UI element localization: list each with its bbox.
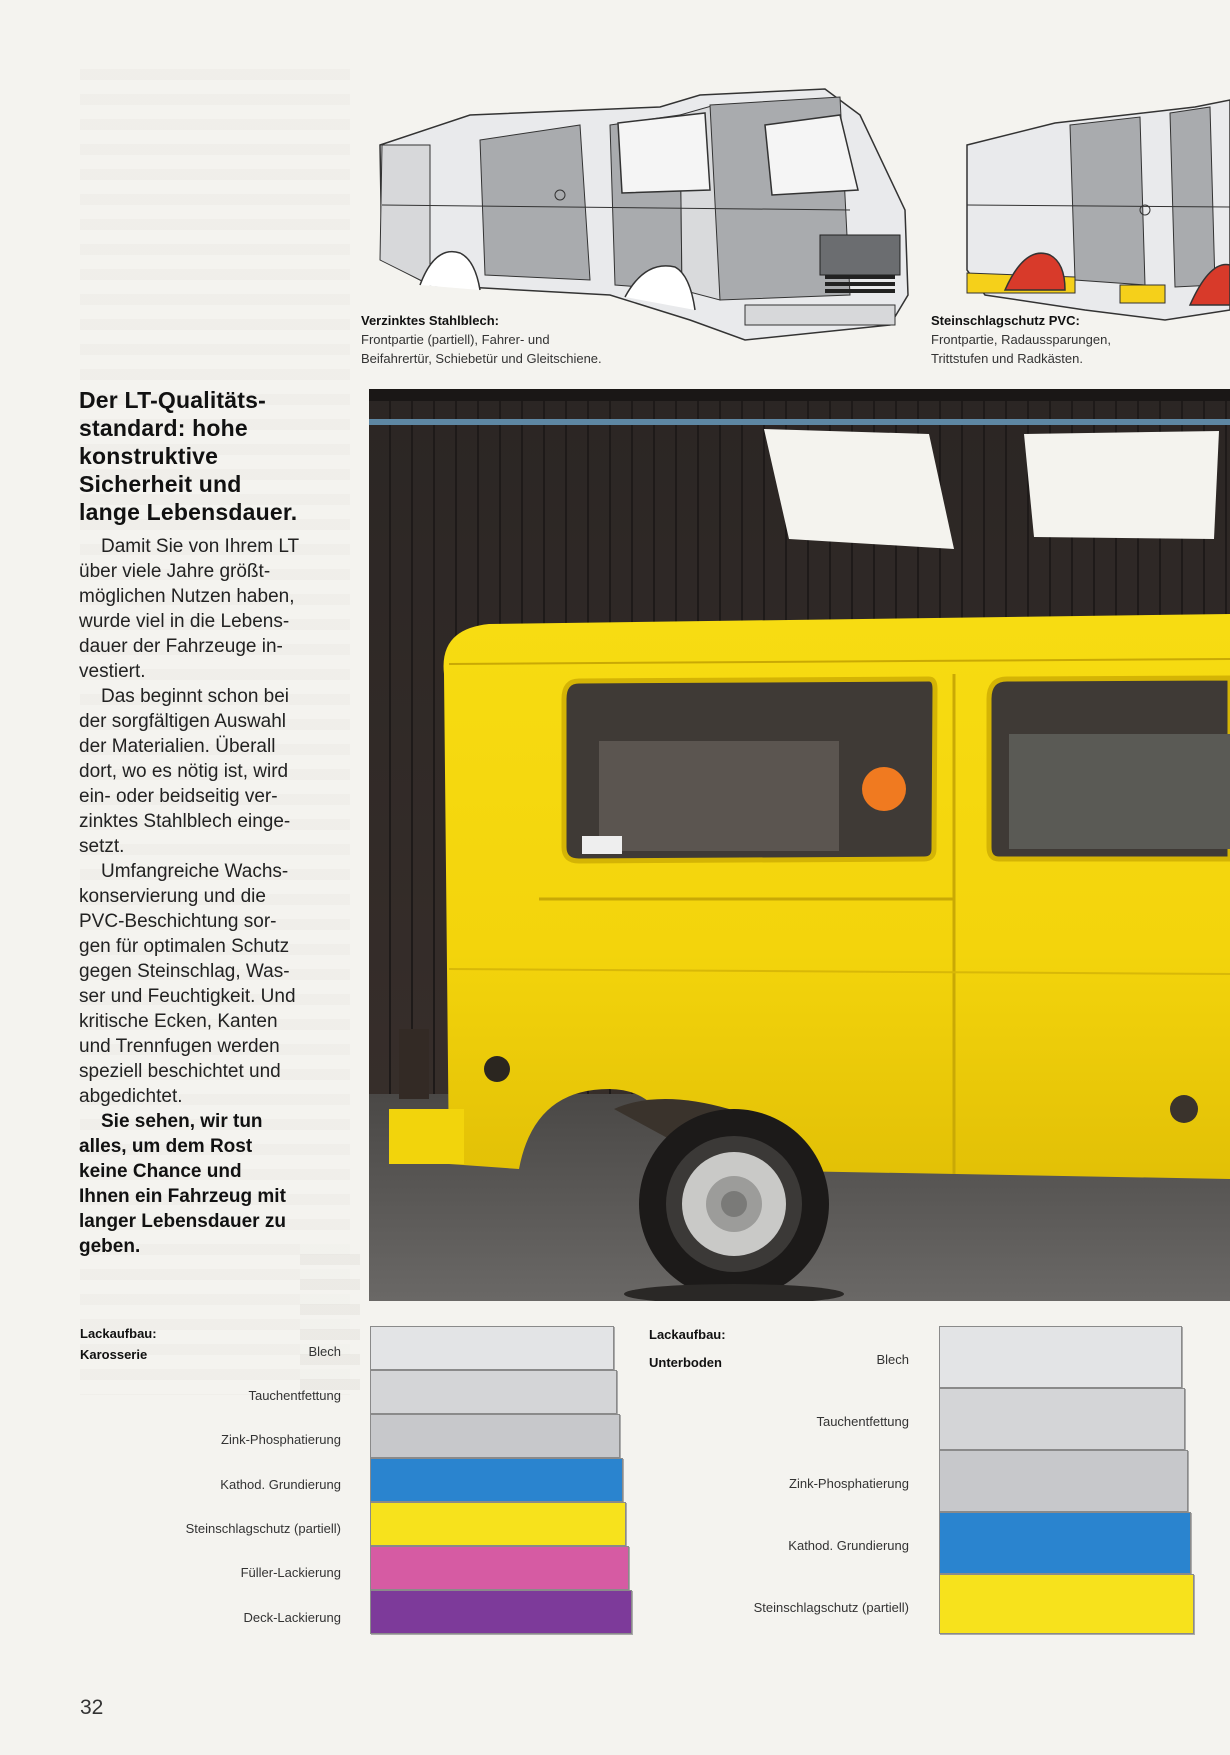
text-line: speziell beschichtet und <box>79 1061 281 1082</box>
caption-title: Steinschlagschutz PVC: <box>931 313 1080 328</box>
caption-line: Frontpartie, Radaussparungen, <box>931 332 1111 347</box>
text-line: konservierung und die <box>79 886 266 907</box>
layer-bar-blech <box>370 1326 614 1370</box>
text-line: setzt. <box>79 836 125 857</box>
text-line: der sorgfältigen Auswahl <box>79 711 287 732</box>
caption-pvc-protection <box>931 311 1111 368</box>
text-line: der Materialien. Überall <box>79 736 276 757</box>
layer-label: Tauchentfettung <box>248 1388 341 1403</box>
text-line: wurde viel in die Lebens- <box>79 611 290 632</box>
layer-label: Steinschlagschutz (partiell) <box>185 1521 341 1536</box>
text-line: dort, wo es nötig ist, wird <box>79 761 289 782</box>
heading-line: standard: hohe <box>79 415 248 441</box>
article-heading <box>79 386 349 526</box>
legend-heading-line: Lackaufbau: <box>649 1327 726 1342</box>
layer-label: Zink-Phosphatierung <box>789 1476 909 1491</box>
text-line: gen für optimalen Schutz <box>79 936 290 957</box>
text-line: Das beginnt schon bei <box>101 686 290 707</box>
layer-bar-deck-lackierung <box>370 1590 632 1634</box>
text-line: keine Chance und <box>79 1161 242 1182</box>
layer-label: Kathod. Grundierung <box>220 1477 341 1492</box>
page-number: 32 <box>80 1696 104 1719</box>
text-line: Damit Sie von Ihrem LT <box>101 536 300 557</box>
legend-heading-unterboden <box>649 1321 726 1377</box>
heading-line: Der LT-Qualitäts- <box>79 387 266 413</box>
text-line: Sie sehen, wir tun <box>101 1111 263 1132</box>
text-line: PVC-Beschichtung sor- <box>79 911 277 932</box>
layer-bar-tauchentfettung <box>939 1388 1185 1450</box>
heading-line: konstruktive <box>79 443 219 469</box>
article-paragraph <box>79 534 349 684</box>
bleed-through-text-lower <box>300 1240 360 1390</box>
text-line: geben. <box>79 1236 141 1257</box>
text-line: kritische Ecken, Kanten <box>79 1011 278 1032</box>
caption-title: Verzinktes Stahlblech: <box>361 313 499 328</box>
article <box>79 386 349 1259</box>
article-paragraph <box>79 684 349 859</box>
legend-heading-karosserie <box>80 1323 157 1365</box>
layer-bar-zink-phosphatierung <box>939 1450 1188 1512</box>
text-line: abgedichtet. <box>79 1086 183 1107</box>
text-line: ein- oder beidseitig ver- <box>79 786 278 807</box>
legend-heading-line: Unterboden <box>649 1355 722 1370</box>
layer-bar-kathod-grundierung <box>939 1512 1191 1574</box>
legend-heading-line: Lackaufbau: <box>80 1326 157 1341</box>
layer-bar-zink-phosphatierung <box>370 1414 620 1458</box>
layer-bar-steinschlagschutz <box>939 1574 1194 1634</box>
caption-line: Frontpartie (partiell), Fahrer- und <box>361 332 550 347</box>
caption-line: Beifahrertür, Schiebetür und Gleitschiene. <box>361 351 602 366</box>
pvc-stone-chip-van-diagram <box>965 95 1230 330</box>
layer-label: Deck-Lackierung <box>243 1610 341 1625</box>
layer-bar-tauchentfettung <box>370 1370 617 1414</box>
legend-heading-line: Karosserie <box>80 1347 148 1362</box>
text-line: möglichen Nutzen haben, <box>79 586 295 607</box>
layer-label: Blech <box>308 1344 341 1359</box>
text-line: Ihnen ein Fahrzeug mit <box>79 1186 286 1207</box>
caption-galvanized-steel <box>361 311 602 368</box>
caption-line: Trittstufen und Radkästen. <box>931 351 1083 366</box>
layer-bar-fueller-lackierung <box>370 1546 629 1590</box>
heading-line: Sicherheit und <box>79 471 242 497</box>
text-line: vestiert. <box>79 661 146 682</box>
text-line: Umfangreiche Wachs- <box>101 861 289 882</box>
layer-label: Kathod. Grundierung <box>788 1538 909 1553</box>
text-line: und Trennfugen werden <box>79 1036 280 1057</box>
article-closing <box>79 1109 349 1259</box>
layer-label: Zink-Phosphatierung <box>221 1432 341 1447</box>
layer-label: Füller-Lackierung <box>240 1565 341 1580</box>
text-line: langer Lebensdauer zu <box>79 1211 286 1232</box>
heading-line: lange Lebensdauer. <box>79 499 298 525</box>
layer-bar-kathod-grundierung <box>370 1458 623 1502</box>
text-line: dauer der Fahrzeuge in- <box>79 636 283 657</box>
yellow-van-photo <box>369 389 1230 1301</box>
text-line: zinktes Stahlblech einge- <box>79 811 291 832</box>
text-line: gegen Steinschlag, Was- <box>79 961 290 982</box>
layer-label: Steinschlagschutz (partiell) <box>753 1600 909 1615</box>
text-line: alles, um dem Rost <box>79 1136 253 1157</box>
article-paragraph <box>79 859 349 1109</box>
text-line: über viele Jahre größt- <box>79 561 271 582</box>
text-line: ser und Feuchtigkeit. Und <box>79 986 296 1007</box>
layer-label: Tauchentfettung <box>816 1414 909 1429</box>
layer-bar-steinschlagschutz <box>370 1502 626 1546</box>
layer-bar-blech <box>939 1326 1182 1388</box>
layer-label: Blech <box>876 1352 909 1367</box>
